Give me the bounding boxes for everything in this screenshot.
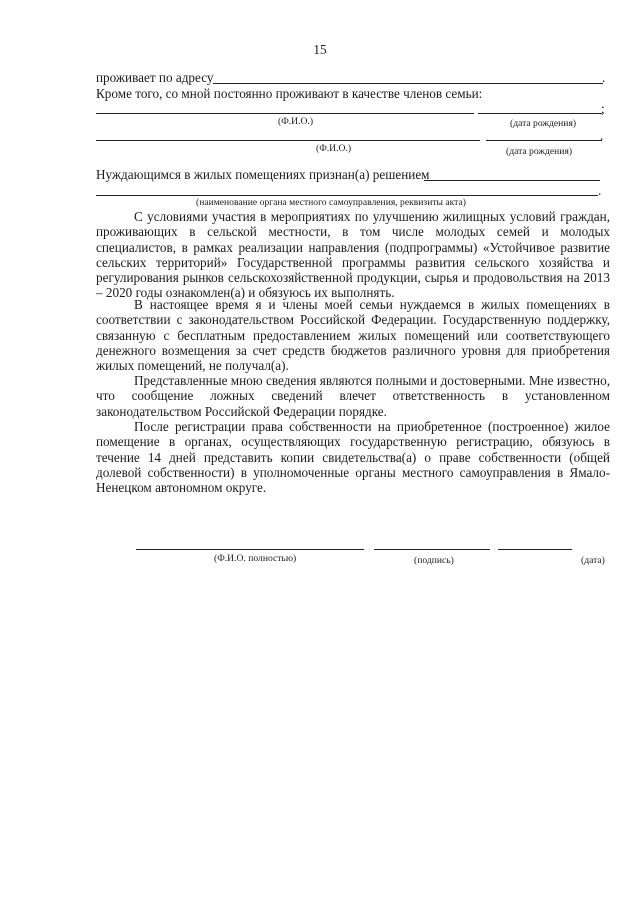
- paragraph-accuracy: Представленные мною сведения являются полными и достоверными. Мне известно, что сообщение ложных сведений влечет ответственность в установленном законодательством Российской Федерации порядке.: [96, 373, 610, 419]
- member1-end-mark: ;: [601, 101, 605, 116]
- address-label: проживает по адресу: [96, 70, 214, 85]
- signature-sign-caption: (подпись): [414, 555, 454, 566]
- needing-field-line-1[interactable]: [424, 180, 600, 181]
- signature-sign-line[interactable]: [374, 549, 490, 550]
- member1-fio-caption: (Ф.И.О.): [278, 116, 314, 127]
- family-intro: Кроме того, со мной постоянно проживают в качестве членов семьи:: [96, 86, 483, 101]
- member2-dob-line[interactable]: [486, 140, 602, 141]
- member2-end-mark: .: [600, 128, 604, 143]
- needing-label: Нуждающимся в жилых помещениях признан(а) решением: [96, 167, 430, 182]
- needing-field-line-2[interactable]: [96, 195, 598, 196]
- paragraph-conditions: С условиями участия в мероприятиях по улучшению жилищных условий граждан, проживающих в сельской местности, в том числе молодых семей и молодых специалистов, в рамках реализации направления (подпрограммы) «Устойчивое развитие сельских территорий» Государственной программы развития сельского хозяйства и регулирования рынков сельскохозяйственной продукции, сырья и продовольствия на 2013 – 2020 годы ознакомлен(а) и обязуюсь их выполнять.: [96, 209, 610, 301]
- address-end-mark: .: [602, 70, 606, 85]
- signature-date-line[interactable]: [498, 549, 572, 550]
- needing-caption: (наименование органа местного самоуправления, реквизиты акта): [196, 197, 466, 208]
- page-number: 15: [313, 42, 327, 57]
- paragraph-registration: После регистрации права собственности на приобретенное (построенное) жилое помещение в органах, осуществляющих государственную регистрацию, обязуюсь в течение 14 дней представить копии свидетельства(а) о праве собственности (общей долевой собственности) в уполномоченные органы местного самоуправления в Ямало-Ненецком автономном округе.: [96, 419, 610, 496]
- member1-fio-line[interactable]: [96, 113, 474, 114]
- member2-dob-caption: (дата рождения): [506, 146, 573, 157]
- member1-dob-caption: (дата рождения): [510, 118, 577, 129]
- member2-fio-caption: (Ф.И.О.): [316, 143, 352, 154]
- address-field-line[interactable]: [213, 83, 603, 84]
- signature-fio-caption: (Ф.И.О. полностью): [214, 553, 297, 564]
- needing-end-mark: .: [598, 183, 602, 198]
- paragraph-need: В настоящее время я и члены моей семьи нуждаемся в жилых помещениях в соответствии с законодательством Российской Федерации. Государственную поддержку, связанную с бесплатным предоставлением жилых помещений или соответствующего денежного возмещения за счет средств бюджетов различного уровня для приобретения жилых помещений, не получал(а).: [96, 297, 610, 374]
- member1-dob-line[interactable]: [478, 113, 602, 114]
- signature-fio-line[interactable]: [136, 549, 364, 550]
- member2-fio-line[interactable]: [96, 140, 480, 141]
- signature-date-caption: (дата): [581, 555, 605, 566]
